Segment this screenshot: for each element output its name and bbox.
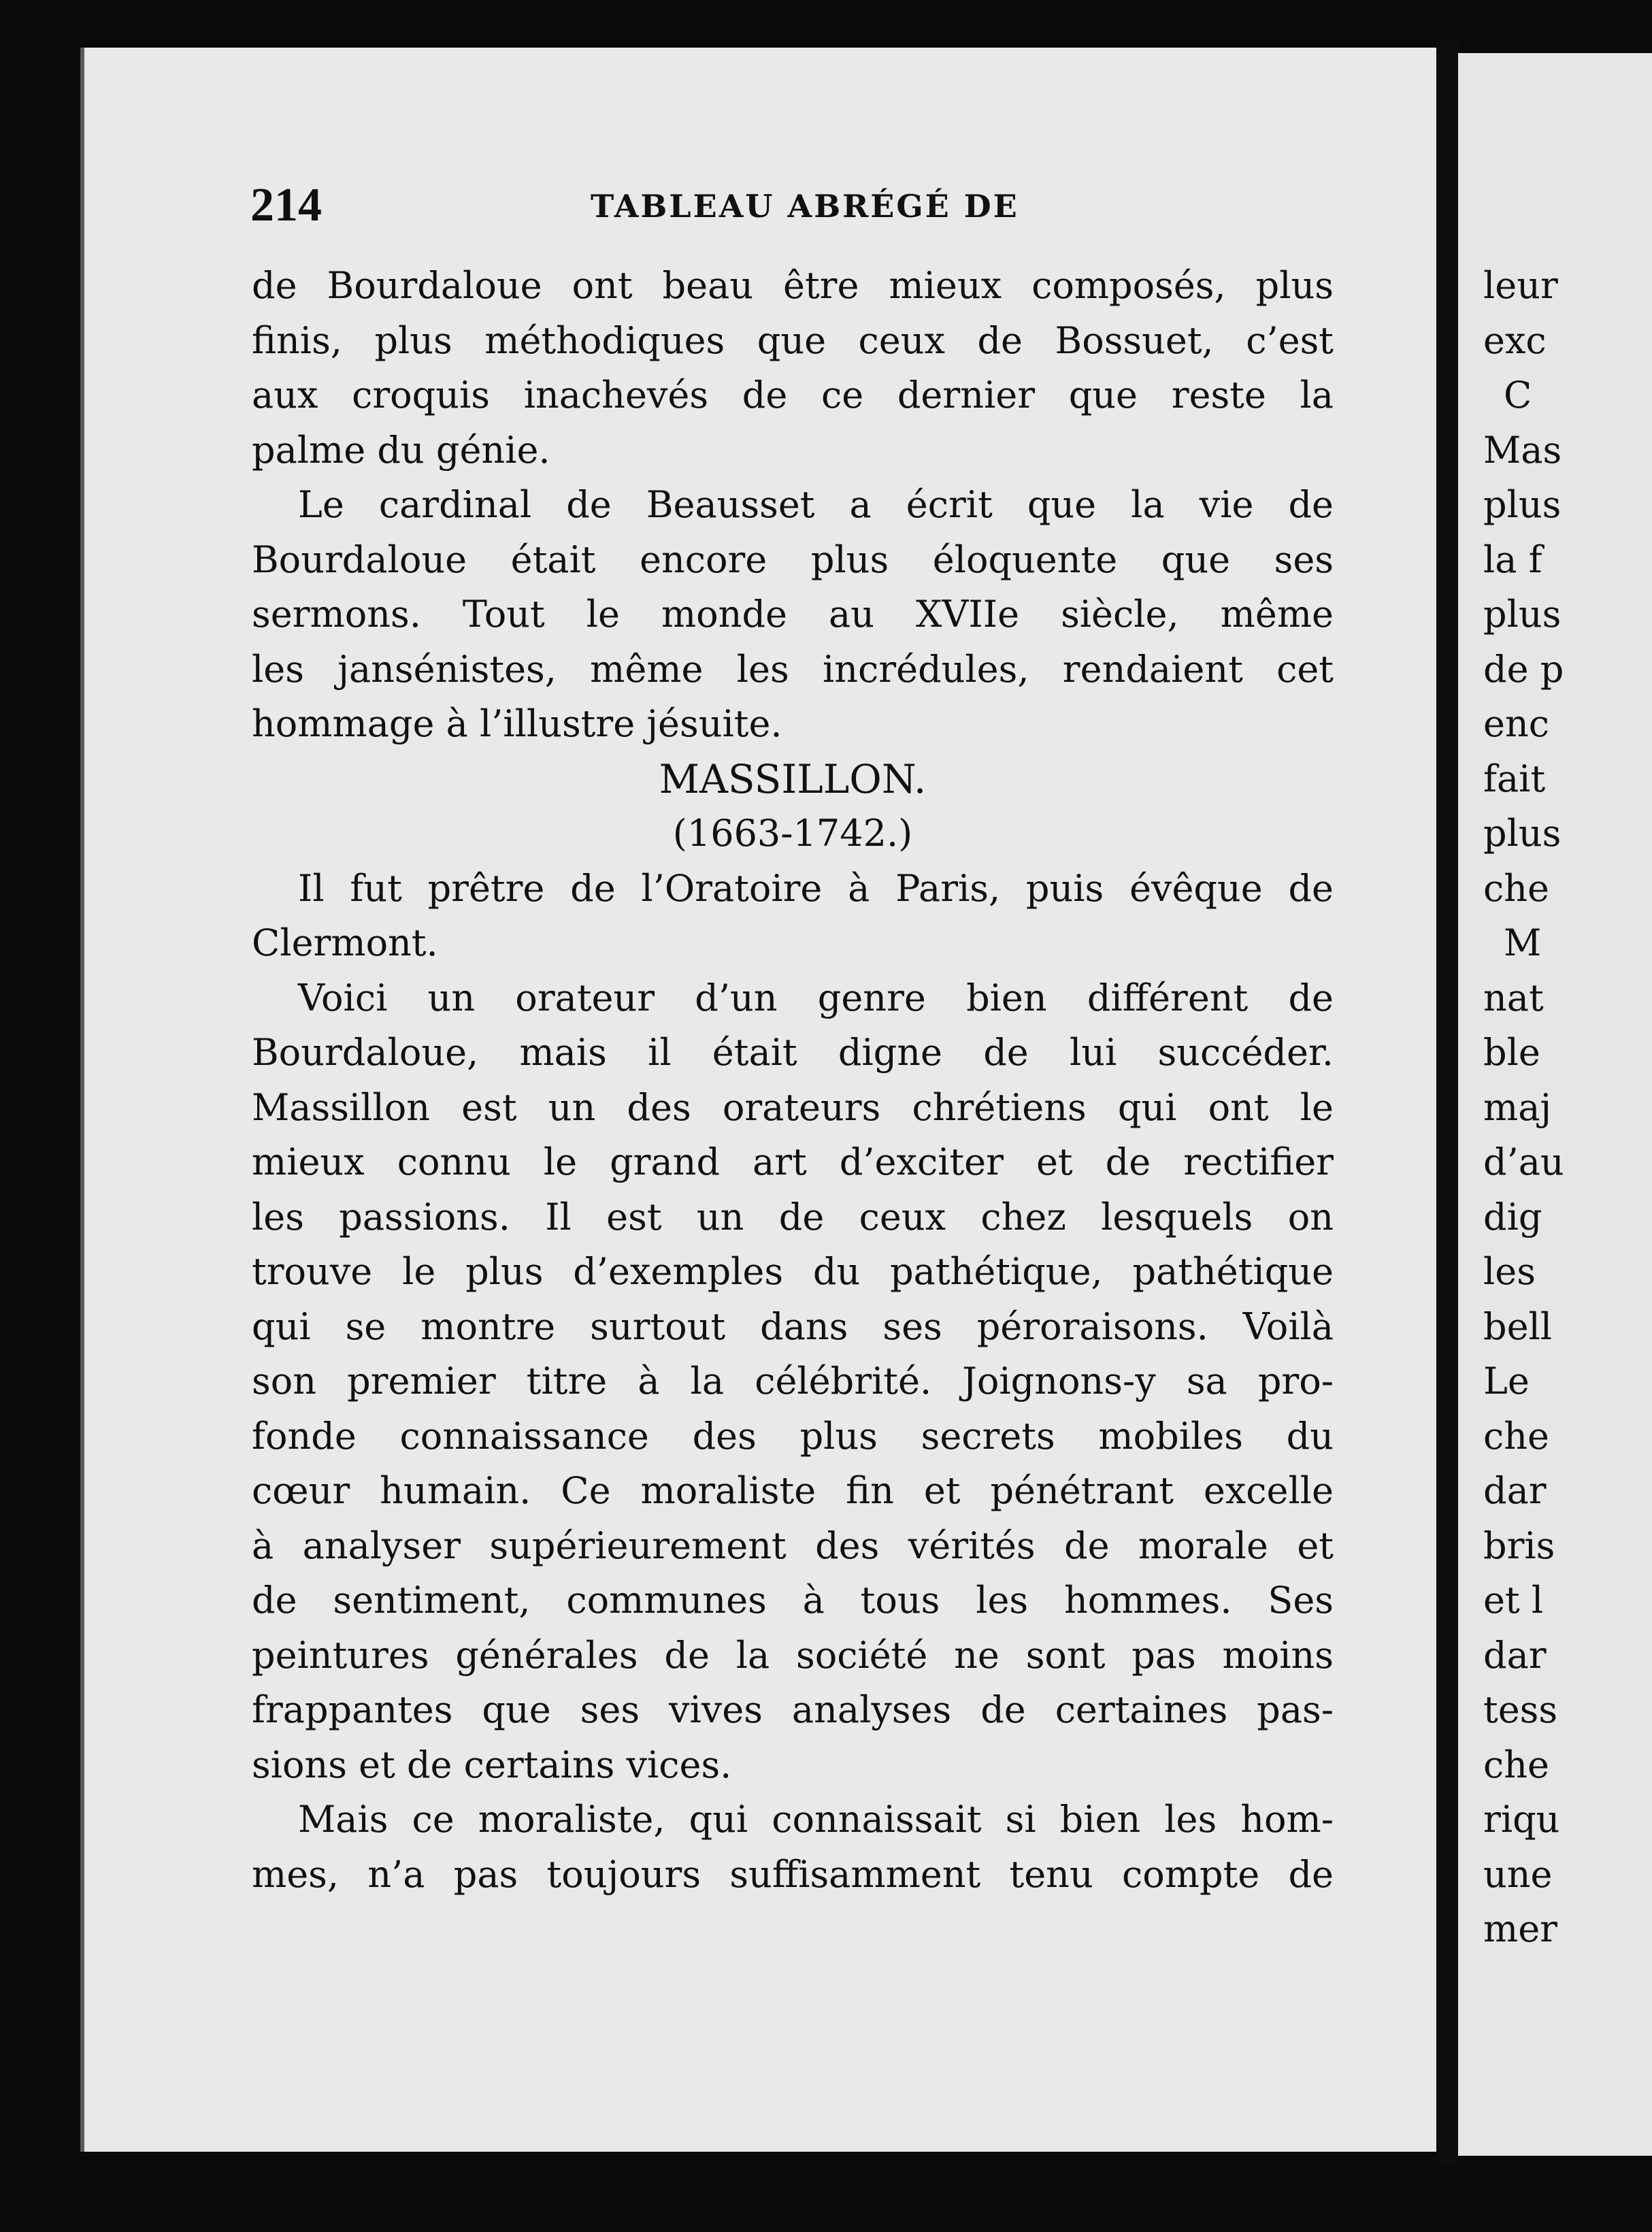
fragment-line: dig bbox=[1483, 1195, 1542, 1238]
text-line: Le cardinal de Beausset a écrit que la vie de bbox=[298, 483, 1334, 526]
text-line: mieux connu le grand art d’exciter et de rectifier bbox=[252, 1140, 1334, 1183]
fragment-line: et l bbox=[1483, 1579, 1544, 1622]
text-line: cœur humain. Ce moraliste fin et pénétrant excelle bbox=[252, 1469, 1334, 1512]
fragment-line: bris bbox=[1483, 1524, 1555, 1567]
text-line: finis, plus méthodiques que ceux de Bossuet, c’est bbox=[252, 318, 1334, 362]
text-line: les jansénistes, même les incrédules, rendaient cet bbox=[252, 647, 1334, 691]
fragment-line: plus bbox=[1483, 593, 1562, 636]
text-line: mes, n’a pas toujours suffisamment tenu compte de bbox=[252, 1852, 1334, 1896]
fragment-line: ble bbox=[1483, 1031, 1540, 1074]
text-line: fonde connaissance des plus secrets mobiles du bbox=[252, 1414, 1334, 1458]
book-gutter bbox=[1436, 41, 1458, 2164]
text-line: Mais ce moraliste, qui connaissait si bien les hom- bbox=[298, 1798, 1334, 1841]
paragraph-2 bbox=[252, 478, 1334, 752]
fragment-line: dar bbox=[1483, 1633, 1547, 1677]
fragment-line: che bbox=[1483, 1414, 1549, 1458]
fragment-line: tess bbox=[1483, 1688, 1558, 1731]
fragment-line: fait bbox=[1483, 757, 1546, 800]
fragment-line: dar bbox=[1483, 1469, 1547, 1512]
text-line: qui se montre surtout dans ses péroraisons. Voilà bbox=[252, 1304, 1334, 1348]
text-line: les passions. Il est un de ceux chez lesquels on bbox=[252, 1195, 1334, 1238]
text-line: Bourdaloue, mais il était digne de lui succéder. bbox=[252, 1031, 1334, 1074]
text-line: aux croquis inachevés de ce dernier que reste la bbox=[252, 374, 1334, 416]
text-line: Bourdaloue était encore plus éloquente que ses bbox=[252, 538, 1334, 581]
fragment-line: Mas bbox=[1483, 428, 1562, 472]
text-line: palme du génie. bbox=[252, 428, 550, 472]
text-line: sions et de certains vices. bbox=[252, 1743, 732, 1786]
fragment-line: une bbox=[1483, 1852, 1553, 1896]
section-dates: (1663-1742.) bbox=[672, 812, 913, 855]
fragment-line: leur bbox=[1483, 264, 1558, 307]
paragraph-3 bbox=[252, 861, 1334, 971]
fragment-line: che bbox=[1483, 1743, 1549, 1786]
paragraph-4 bbox=[252, 971, 1334, 1793]
paragraph-1 bbox=[252, 259, 1334, 478]
fragment-line: enc bbox=[1483, 702, 1549, 745]
fragment-line: Le bbox=[1483, 1360, 1530, 1402]
fragment-line: C bbox=[1504, 374, 1532, 416]
text-line: Voici un orateur d’un genre bien différent de bbox=[298, 976, 1334, 1019]
text-line: sermons. Tout le monde au XVIIe siècle, même bbox=[252, 593, 1334, 636]
fragment-line: plus bbox=[1483, 812, 1562, 855]
right-page-text bbox=[1483, 259, 1652, 1957]
fragment-line: che bbox=[1483, 866, 1549, 910]
text-line: Massillon est un des orateurs chrétiens qui ont le bbox=[252, 1085, 1334, 1129]
text-line: de Bourdaloue ont beau être mieux composés, plus bbox=[252, 264, 1334, 307]
text-line: trouve le plus d’exemples du pathétique, pathétique bbox=[252, 1250, 1334, 1293]
page-header bbox=[250, 178, 1339, 233]
fragment-line: exc bbox=[1483, 318, 1547, 362]
main-text bbox=[252, 259, 1334, 1902]
fragment-line: mer bbox=[1483, 1907, 1557, 1950]
fragment-line: M bbox=[1504, 921, 1542, 964]
page-number: 214 bbox=[250, 179, 322, 231]
running-title: TABLEAU ABRÉGÉ DE bbox=[591, 188, 1019, 225]
text-line: frappantes que ses vives analyses de certaines pas- bbox=[252, 1688, 1334, 1731]
text-line: à analyser supérieurement des vérités de morale et bbox=[252, 1524, 1334, 1567]
section-title: MASSILLON. bbox=[659, 755, 927, 802]
text-line: son premier titre à la célébrité. Joignons-y sa pro- bbox=[252, 1360, 1334, 1402]
fragment-line: nat bbox=[1483, 976, 1544, 1019]
fragment-line: la f bbox=[1483, 538, 1542, 581]
text-line: Il fut prêtre de l’Oratoire à Paris, puis évêque de bbox=[298, 866, 1334, 910]
fragment-line: d’au bbox=[1483, 1140, 1564, 1183]
paragraph-5 bbox=[252, 1792, 1334, 1902]
fragment-line: de p bbox=[1483, 647, 1564, 691]
fragment-line: les bbox=[1483, 1250, 1536, 1293]
text-line: Clermont. bbox=[252, 921, 438, 964]
text-line: hommage à l’illustre jésuite. bbox=[252, 702, 782, 745]
fragment-line: riqu bbox=[1483, 1798, 1560, 1841]
fragment-line: plus bbox=[1483, 483, 1562, 526]
text-line: peintures générales de la société ne sont pas moins bbox=[252, 1633, 1334, 1677]
text-line: de sentiment, communes à tous les hommes. Ses bbox=[252, 1579, 1334, 1622]
fragment-line: maj bbox=[1483, 1085, 1552, 1129]
fragment-line: bell bbox=[1483, 1304, 1553, 1348]
